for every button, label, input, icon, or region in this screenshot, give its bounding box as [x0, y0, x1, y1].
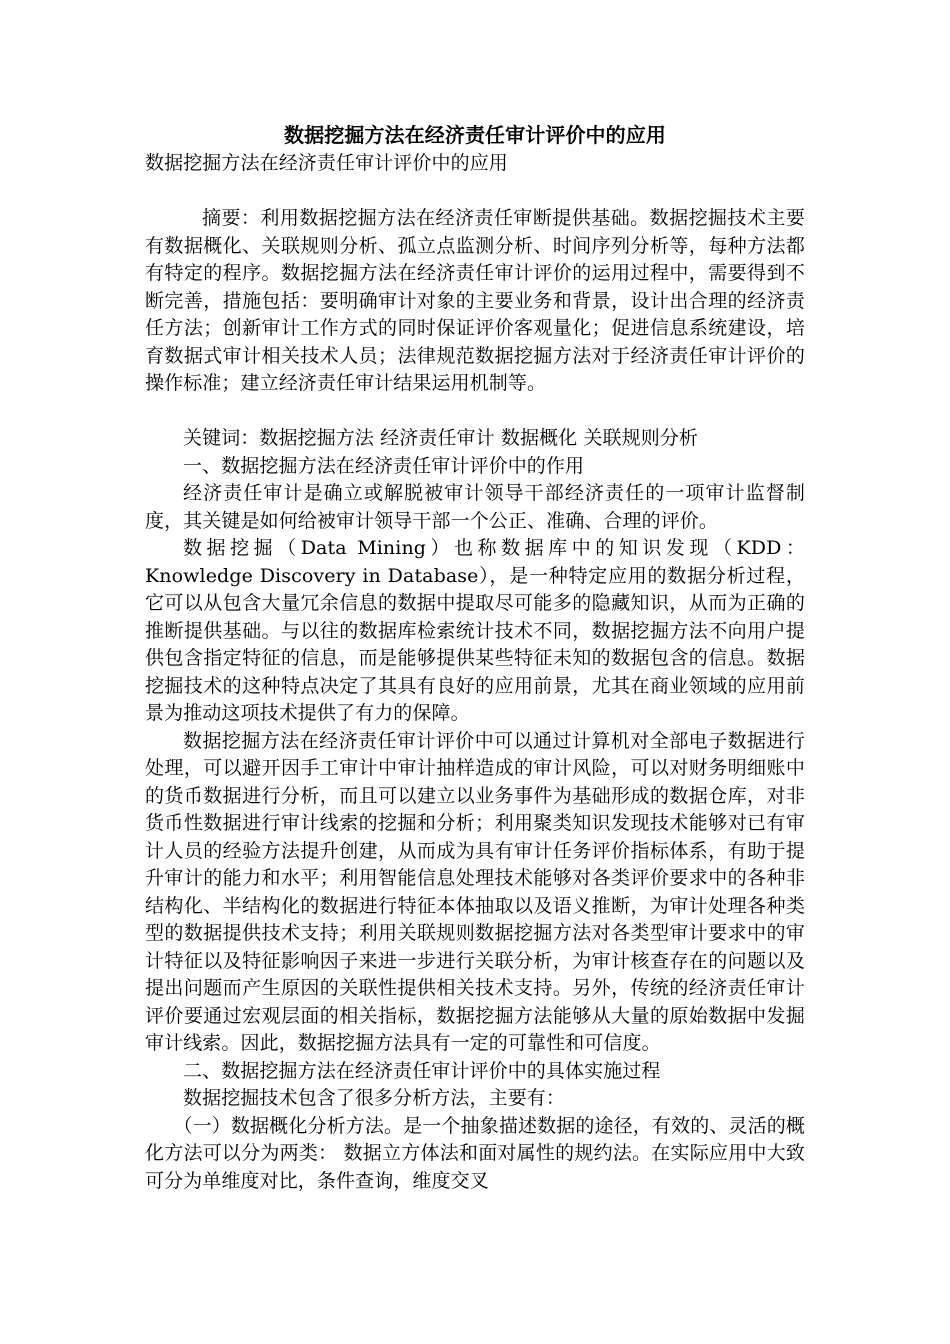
section1-paragraph-2: 数据挖掘（Data Mining）也称数据库中的知识发现（KDD：Knowledge Discovery in Database），是一种特定应用的数据分析过程，它可以从包含大量冗余信息的数据中提取尽可能多的隐藏知识，从而为正确的推断提供基础。与以往的数据库检索统计技术不同，数据挖掘方法不向用户提供包含指定特征的信息，而是能够提供某些特征未知的数据包含的信息。数据挖掘技术的这种特点决定了其具有良好的应用前景，尤其在商业领域的应用前景为推动这项技术提供了有力的保障。	[145, 537, 805, 724]
document-page	[145, 120, 805, 1195]
blank-line	[145, 178, 805, 206]
section1-paragraph-3: 数据挖掘方法在经济责任审计评价中可以通过计算机对全部电子数据进行处理，可以避开因手工审计中审计抽样造成的审计风险，可以对财务明细账中的货币数据进行分析，而且可以建立以业务事件为基础形成的数据仓库，对非货币性数据进行审计线索的挖掘和分析；利用聚类知识发现技术能够对已有审计人员的经验方法提升创建，从而成为具有审计任务评价指标体系，有助于提升审计的能力和水平；利用智能信息处理技术能够对各类评价要求中的各种非结构化、半结构化的数据进行特征本体抽取以及语义推断，为审计处理各种类型的数据提供技术支持；利用关联规则数据挖掘方法对各类型审计要求中的审计特征以及特征影响因子来进一步进行关联分析，为审计核查存在的问题以及提出问题而产生原因的关联性提供相关技术支持。另外，传统的经济责任审计评价要通过宏观层面的相关指标，数据挖掘方法能够从大量的原始数据中发掘审计线索。因此，数据挖掘方法具有一定的可靠性和可信度。	[145, 729, 805, 1054]
blank-line	[145, 398, 805, 426]
abstract-paragraph: 摘要：利用数据挖掘方法在经济责任审断提供基础。数据挖掘技术主要有数据概化、关联规则分析、孤立点监测分析、时间序列分析等，每种方法都有特定的程序。数据挖掘方法在经济责任审计评价的运用过程中，需要得到不断完善，措施包括：要明确审计对象的主要业务和背景，设计出合理的经济责任方法；创新审计工作方式的同时保证评价客观量化；促进信息系统建设，培育数据式审计相关技术人员；法律规范数据挖掘方法对于经济责任审计评价的操作标准；建立经济责任审计结果运用机制等。	[145, 207, 805, 394]
section2-heading: 二、数据挖掘方法在经济责任审计评价中的具体实施过程	[183, 1059, 661, 1082]
section2-paragraph-2: （一）数据概化分析方法。是一个抽象描述数据的途径，有效的、灵活的概化方法可以分为两类： 数据立方体法和面对属性的规约法。在实际应用中大致可分为单维度对比，条件查询，维度交叉	[145, 1114, 805, 1192]
document-title: 数据挖掘方法在经济责任审计评价中的应用	[284, 123, 666, 147]
section2-paragraph-1: 数据挖掘技术包含了很多分析方法，主要有：	[183, 1087, 566, 1109]
keywords-line: 关键词：数据挖掘方法 经济责任审计 数据概化 关联规则分析	[183, 427, 699, 449]
section1-paragraph-1: 经济责任审计是确立或解脱被审计领导干部经济责任的一项审计监督制度，其关键是如何给被审计领导干部一个公正、准确、合理的评价。	[145, 482, 805, 532]
section1-heading: 一、数据挖掘方法在经济责任审计评价中的作用	[183, 454, 585, 477]
document-subtitle: 数据挖掘方法在经济责任审计评价中的应用	[145, 152, 508, 174]
